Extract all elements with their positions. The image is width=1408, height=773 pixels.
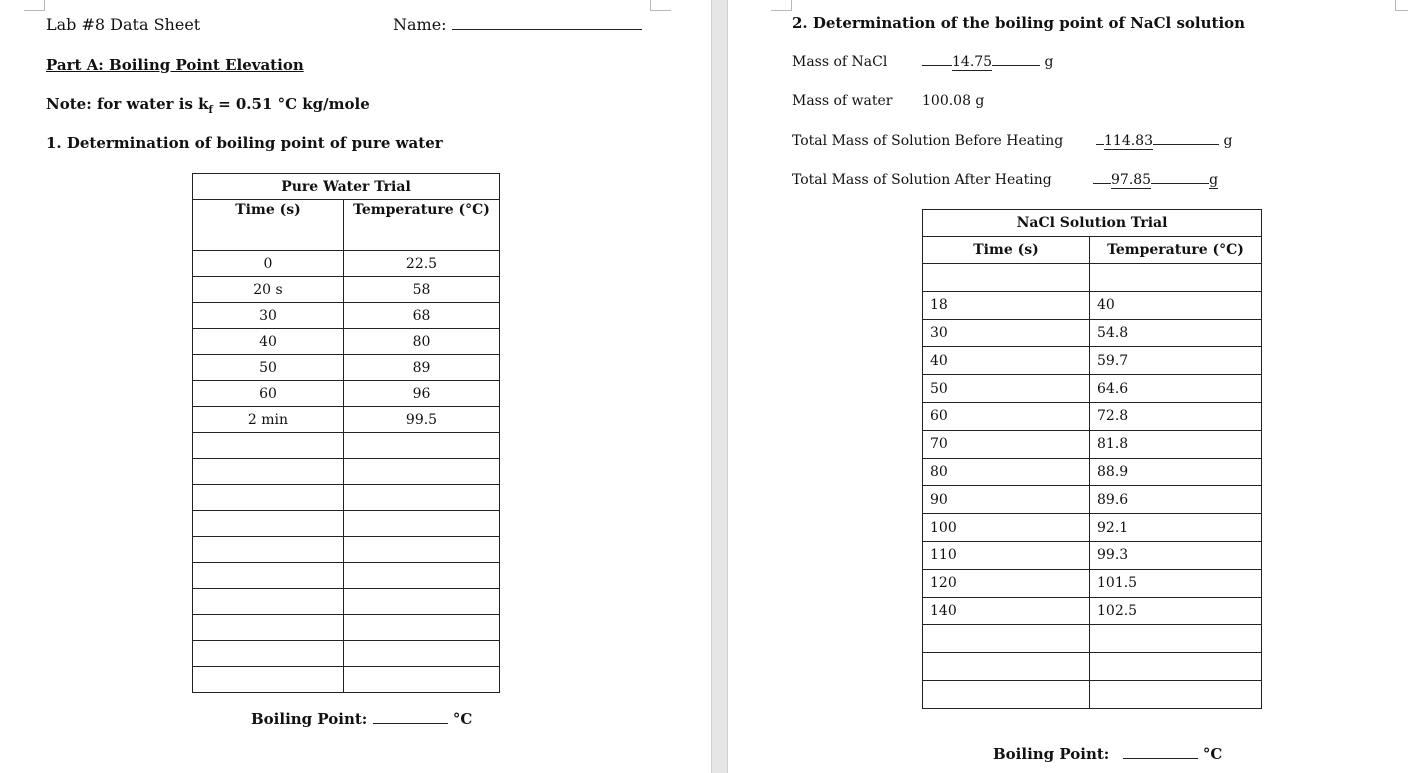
nacl-temp-cell[interactable]: 54.8 <box>1090 319 1262 347</box>
pure-temp-cell[interactable]: 80 <box>344 329 500 355</box>
pure-water-table <box>192 173 500 693</box>
nacl-temp-cell[interactable]: 40 <box>1090 291 1262 319</box>
nacl-time-cell[interactable]: 70 <box>923 430 1090 458</box>
pure-time-cell[interactable]: 2 min <box>193 407 344 433</box>
pure-temp-cell[interactable]: 22.5 <box>344 251 500 277</box>
pure-temp-cell[interactable]: 58 <box>344 277 500 303</box>
pure-row <box>193 459 500 485</box>
total-before-field[interactable] <box>1096 133 1232 150</box>
note-prefix: Note: for water is k <box>46 95 209 113</box>
nacl-temp-cell[interactable]: 88.9 <box>1090 458 1262 486</box>
nacl-temp-cell[interactable]: 92.1 <box>1090 514 1262 542</box>
pure-row <box>193 329 500 355</box>
pure-time-cell[interactable] <box>193 615 344 641</box>
blank-after <box>1153 144 1219 145</box>
nacl-col-temp: Temperature (°C) <box>1090 237 1262 264</box>
blank-before <box>922 65 952 66</box>
total-before-unit: g <box>1223 133 1233 149</box>
nacl-row <box>923 458 1262 486</box>
nacl-col-time: Time (s) <box>923 237 1090 264</box>
crop-mark-top-right <box>1395 0 1408 11</box>
nacl-row <box>923 402 1262 430</box>
right-boiling-blank[interactable] <box>1123 758 1198 759</box>
blank-before <box>1096 144 1104 145</box>
total-before-label: Total Mass of Solution Before Heating <box>792 133 1064 149</box>
mass-water-value: 100.08 g <box>922 93 985 109</box>
nacl-temp-cell[interactable]: 99.3 <box>1090 541 1262 569</box>
nacl-time-cell[interactable] <box>923 625 1090 653</box>
nacl-time-cell[interactable]: 80 <box>923 458 1090 486</box>
crop-mark-top-left <box>771 0 792 11</box>
nacl-temp-cell[interactable] <box>1090 680 1262 708</box>
nacl-temp-cell[interactable]: 89.6 <box>1090 486 1262 514</box>
name-field[interactable] <box>393 15 642 34</box>
nacl-time-cell[interactable]: 100 <box>923 514 1090 542</box>
pure-temp-cell[interactable] <box>344 485 500 511</box>
mass-nacl-field[interactable] <box>922 54 1054 71</box>
pure-temp-cell[interactable] <box>344 641 500 667</box>
pure-time-cell[interactable] <box>193 537 344 563</box>
part-a-heading: Part A: Boiling Point Elevation <box>46 56 304 74</box>
pure-time-cell[interactable]: 50 <box>193 355 344 381</box>
left-boiling-label: Boiling Point: <box>251 710 368 728</box>
pure-row <box>193 485 500 511</box>
nacl-row <box>923 625 1262 653</box>
nacl-time-cell[interactable]: 120 <box>923 569 1090 597</box>
nacl-row <box>923 569 1262 597</box>
pure-temp-cell[interactable]: 68 <box>344 303 500 329</box>
pure-temp-cell[interactable]: 89 <box>344 355 500 381</box>
pure-row <box>193 433 500 459</box>
nacl-time-cell[interactable] <box>923 653 1090 681</box>
pure-time-cell[interactable] <box>193 667 344 693</box>
pure-time-cell[interactable]: 0 <box>193 251 344 277</box>
pure-row <box>193 667 500 693</box>
pure-row <box>193 303 500 329</box>
nacl-temp-cell[interactable]: 102.5 <box>1090 597 1262 625</box>
right-boiling-point <box>993 745 1222 763</box>
mass-nacl-unit: g <box>1044 54 1054 70</box>
right-boiling-unit: °C <box>1202 745 1223 763</box>
right-page <box>728 0 1408 773</box>
mass-nacl-value: 14.75 <box>952 54 993 70</box>
total-after-unit: g <box>1209 172 1219 188</box>
pure-temp-cell[interactable]: 99.5 <box>344 407 500 433</box>
right-boiling-label: Boiling Point: <box>993 745 1110 763</box>
pure-time-cell[interactable] <box>193 641 344 667</box>
name-blank[interactable] <box>452 29 642 30</box>
pure-row <box>193 251 500 277</box>
pure-temp-cell[interactable] <box>344 511 500 537</box>
nacl-row <box>923 264 1262 292</box>
pure-time-cell[interactable] <box>193 563 344 589</box>
nacl-row <box>923 514 1262 542</box>
crop-mark-top-left <box>24 0 45 11</box>
nacl-temp-cell[interactable] <box>1090 625 1262 653</box>
left-boiling-blank[interactable] <box>373 723 448 724</box>
crop-mark-top-right <box>650 0 671 11</box>
mass-water-label: Mass of water <box>792 93 893 109</box>
nacl-time-cell[interactable]: 140 <box>923 597 1090 625</box>
pure-temp-cell[interactable]: 96 <box>344 381 500 407</box>
pure-temp-cell[interactable] <box>344 537 500 563</box>
nacl-row <box>923 347 1262 375</box>
pure-temp-cell[interactable] <box>344 615 500 641</box>
nacl-row <box>923 653 1262 681</box>
pure-row <box>193 381 500 407</box>
nacl-temp-cell[interactable]: 81.8 <box>1090 430 1262 458</box>
nacl-row <box>923 541 1262 569</box>
nacl-temp-cell[interactable] <box>1090 653 1262 681</box>
pure-time-cell[interactable]: 40 <box>193 329 344 355</box>
blank-before <box>1093 183 1111 184</box>
pure-time-cell[interactable] <box>193 433 344 459</box>
nacl-time-cell[interactable]: 110 <box>923 541 1090 569</box>
blank-after <box>992 65 1040 66</box>
nacl-temp-cell[interactable]: 64.6 <box>1090 375 1262 403</box>
nacl-row <box>923 319 1262 347</box>
nacl-row <box>923 597 1262 625</box>
pure-time-cell[interactable]: 20 s <box>193 277 344 303</box>
nacl-time-cell[interactable]: 50 <box>923 375 1090 403</box>
nacl-time-cell[interactable]: 18 <box>923 291 1090 319</box>
pure-time-cell[interactable] <box>193 485 344 511</box>
nacl-solution-table <box>922 209 1262 709</box>
pure-time-cell[interactable] <box>193 589 344 615</box>
mass-nacl-label: Mass of NaCl <box>792 54 888 70</box>
nacl-time-cell[interactable]: 90 <box>923 486 1090 514</box>
pure-row <box>193 589 500 615</box>
pure-time-cell[interactable]: 30 <box>193 303 344 329</box>
nacl-time-cell[interactable]: 40 <box>923 347 1090 375</box>
name-label: Name: <box>393 15 447 34</box>
pure-table-title: Pure Water Trial <box>193 174 500 200</box>
page-gap <box>711 0 728 773</box>
pure-row <box>193 511 500 537</box>
nacl-time-cell[interactable] <box>923 680 1090 708</box>
note-line <box>46 95 370 116</box>
total-before-value: 114.83 <box>1104 133 1153 149</box>
blank-after <box>1151 183 1209 184</box>
nacl-time-cell[interactable]: 60 <box>923 402 1090 430</box>
nacl-time-cell[interactable]: 30 <box>923 319 1090 347</box>
total-after-field[interactable] <box>1093 172 1218 189</box>
pure-row <box>193 563 500 589</box>
pure-time-cell[interactable] <box>193 511 344 537</box>
nacl-time-cell[interactable] <box>923 264 1090 292</box>
pure-col-temp: Temperature (°C) <box>344 200 500 251</box>
pure-time-cell[interactable]: 60 <box>193 381 344 407</box>
pure-temp-cell[interactable] <box>344 589 500 615</box>
section-1-heading: 1. Determination of boiling point of pure water <box>46 134 443 152</box>
nacl-temp-cell[interactable]: 72.8 <box>1090 402 1262 430</box>
pure-row <box>193 641 500 667</box>
pure-row <box>193 355 500 381</box>
left-boiling-unit: °C <box>452 710 473 728</box>
section-2-heading: 2. Determination of the boiling point of NaCl solution <box>792 14 1246 32</box>
nacl-row <box>923 486 1262 514</box>
pure-temp-cell[interactable] <box>344 563 500 589</box>
nacl-row <box>923 375 1262 403</box>
nacl-row <box>923 291 1262 319</box>
pure-temp-cell[interactable] <box>344 667 500 693</box>
note-sub: f <box>208 105 213 116</box>
left-boiling-point <box>251 710 472 728</box>
pure-row <box>193 615 500 641</box>
total-after-label: Total Mass of Solution After Heating <box>792 172 1052 188</box>
pure-row <box>193 407 500 433</box>
pure-row <box>193 277 500 303</box>
nacl-temp-cell[interactable]: 101.5 <box>1090 569 1262 597</box>
pure-col-time: Time (s) <box>193 200 344 251</box>
nacl-table-title: NaCl Solution Trial <box>923 210 1262 237</box>
note-suffix: = 0.51 °C kg/mole <box>212 95 370 113</box>
total-after-value: 97.85 <box>1111 172 1152 188</box>
pure-temp-cell[interactable] <box>344 459 500 485</box>
pure-time-cell[interactable] <box>193 459 344 485</box>
nacl-temp-cell[interactable] <box>1090 264 1262 292</box>
pure-row <box>193 537 500 563</box>
lab-title: Lab #8 Data Sheet <box>46 15 201 34</box>
nacl-row <box>923 680 1262 708</box>
nacl-row <box>923 430 1262 458</box>
nacl-temp-cell[interactable]: 59.7 <box>1090 347 1262 375</box>
pure-temp-cell[interactable] <box>344 433 500 459</box>
